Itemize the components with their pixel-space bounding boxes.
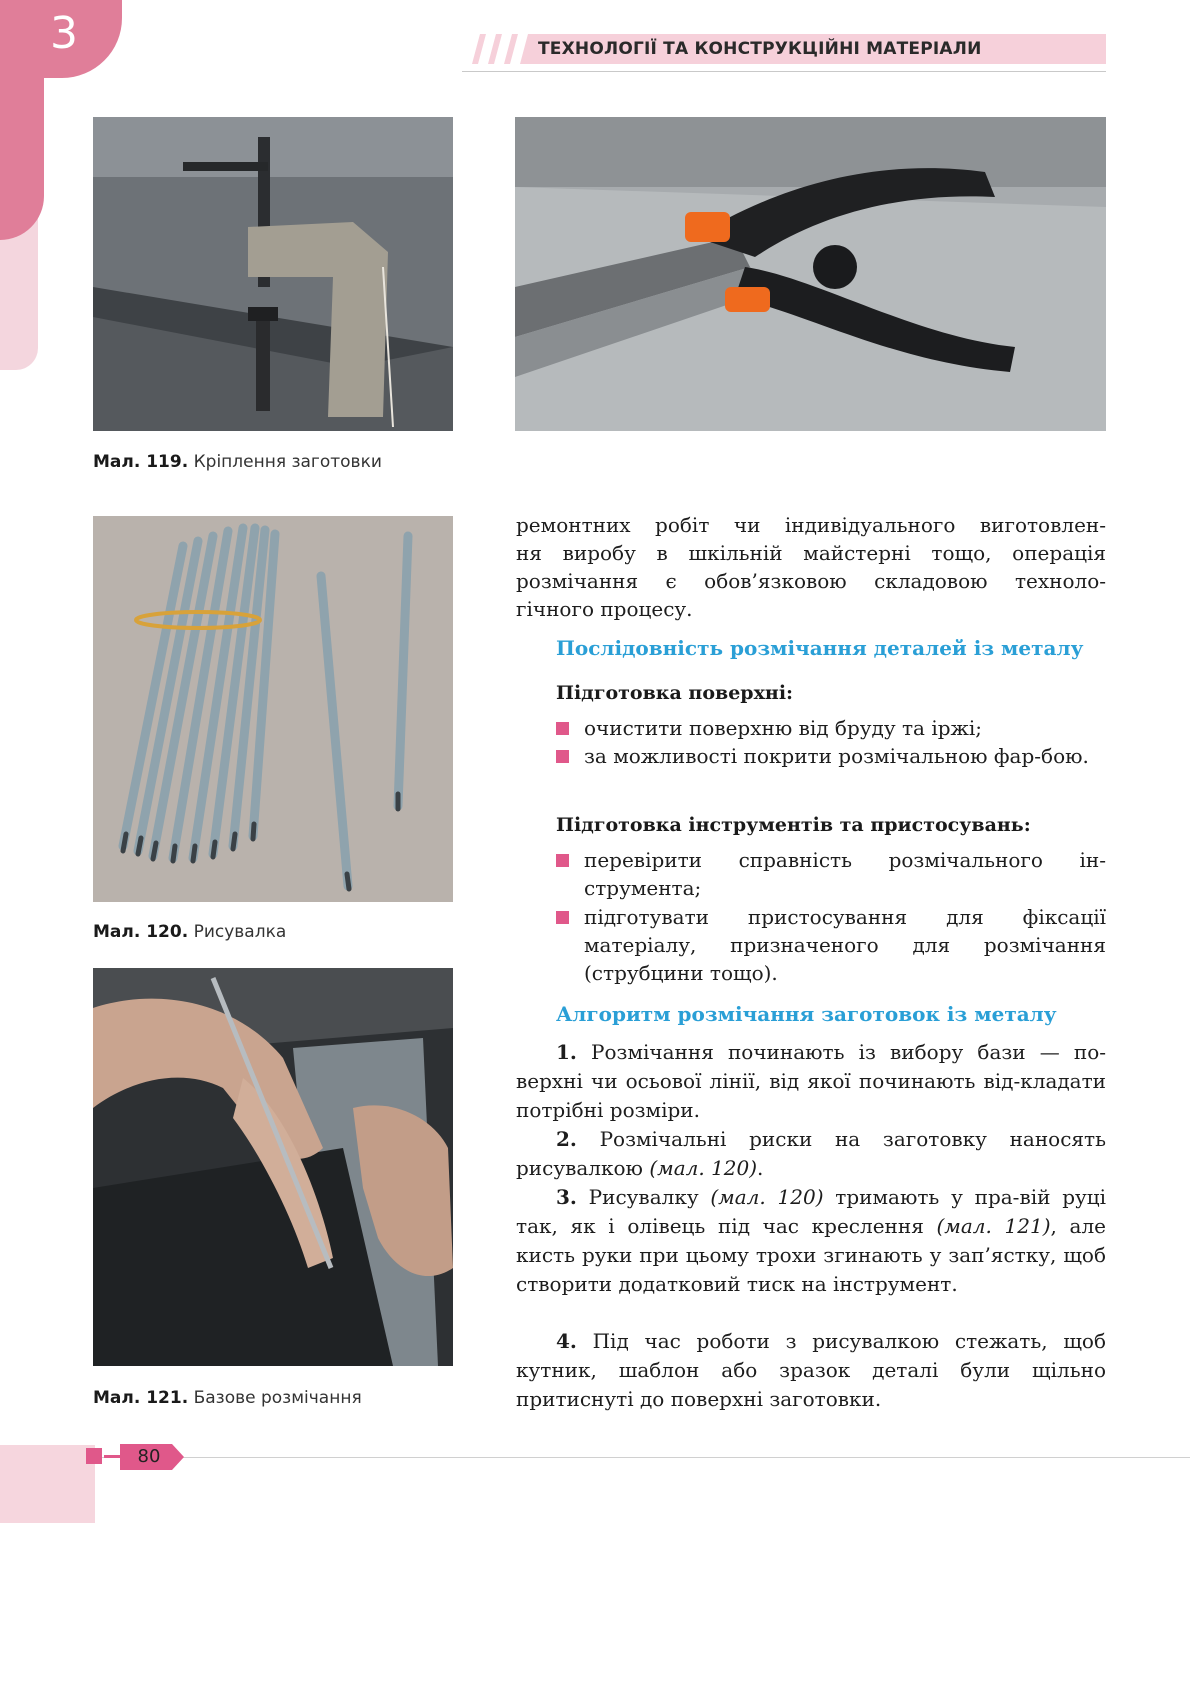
header-rule bbox=[462, 71, 1106, 72]
bullet-square-icon bbox=[556, 854, 569, 867]
chapter-number: 3 bbox=[50, 8, 78, 59]
list-item: підготувати пристосування для фіксації матеріалу, призначеного для розмічання (струбцини тощо). bbox=[556, 903, 1106, 987]
intro-line: ремонтних робіт чи індивідуального виготовлен- bbox=[516, 513, 1106, 537]
intro-line: ня виробу в шкільній майстерні тощо, операція bbox=[516, 541, 1106, 565]
photo-spring-clamp bbox=[515, 117, 1106, 431]
photo-clamp-fixture bbox=[93, 117, 453, 431]
header-stripes-decoration bbox=[462, 34, 532, 64]
figure-119-caption: Мал. 119. Кріплення заготовки bbox=[93, 452, 382, 472]
photo-scribers bbox=[93, 516, 453, 902]
footer-rule bbox=[95, 1457, 1190, 1458]
list-item: очистити поверхню від бруду та іржі; bbox=[556, 714, 1106, 742]
intro-line: розмічання є обов’язковою складовою техноло- bbox=[516, 569, 1106, 593]
footer-dash-decoration bbox=[104, 1455, 120, 1458]
list-item: за можливості покрити розмічальною фар-бою. bbox=[556, 742, 1106, 770]
intro-paragraph bbox=[516, 511, 1106, 623]
page-number: 80 bbox=[137, 1446, 161, 1467]
bullet-square-icon bbox=[556, 750, 569, 763]
section-heading-marking-sequence: Послідовність розмічання деталей із металу bbox=[556, 636, 1084, 660]
footer-square-decoration bbox=[86, 1448, 102, 1464]
algorithm-step: 1. Розмічання починають із вибору бази — по-верхні чи осьової лінії, від якої починають від-кладати потрібні розміри. bbox=[516, 1040, 1107, 1122]
subheading-tools-prep: Підготовка інструментів та пристосувань: bbox=[556, 814, 1031, 836]
footer-pink-block bbox=[0, 1445, 95, 1523]
algorithm-step: 3. Рисувалку (мал. 120) тримають у пра-вій руці так, як і олівець під час креслення (мал. 121), але кисть руки при цьому трохи згинають у зап’ястку, щоб створити додатковий тиск на інструмент. bbox=[516, 1185, 1107, 1296]
running-header-title: ТЕХНОЛОГІЇ ТА КОНСТРУКЦІЙНІ МАТЕРІАЛИ bbox=[538, 39, 982, 59]
figure-121-caption: Мал. 121. Базове розмічання bbox=[93, 1388, 362, 1408]
algorithm-step: 4. Під час роботи з рисувалкою стежать, щоб кутник, шаблон або зразок деталі були щільно притиснуті до поверхні заготовки. bbox=[516, 1329, 1106, 1411]
subheading-surface-prep: Підготовка поверхні: bbox=[556, 682, 794, 704]
bullet-square-icon bbox=[556, 911, 569, 924]
figure-120-caption: Мал. 120. Рисувалка bbox=[93, 922, 287, 942]
algorithm-step: 2. Розмічальні риски на заготовку наносять рисувалкою (мал. 120). bbox=[516, 1127, 1106, 1180]
intro-line: гічного процесу. bbox=[516, 597, 693, 621]
chapter-tab-tail bbox=[0, 70, 44, 240]
list-item: перевірити справність розмічального ін-струмента; bbox=[556, 846, 1106, 902]
bullet-square-icon bbox=[556, 722, 569, 735]
section-heading-marking-algorithm: Алгоритм розмічання заготовок із металу bbox=[556, 1002, 1057, 1026]
photo-basic-marking bbox=[93, 968, 453, 1366]
